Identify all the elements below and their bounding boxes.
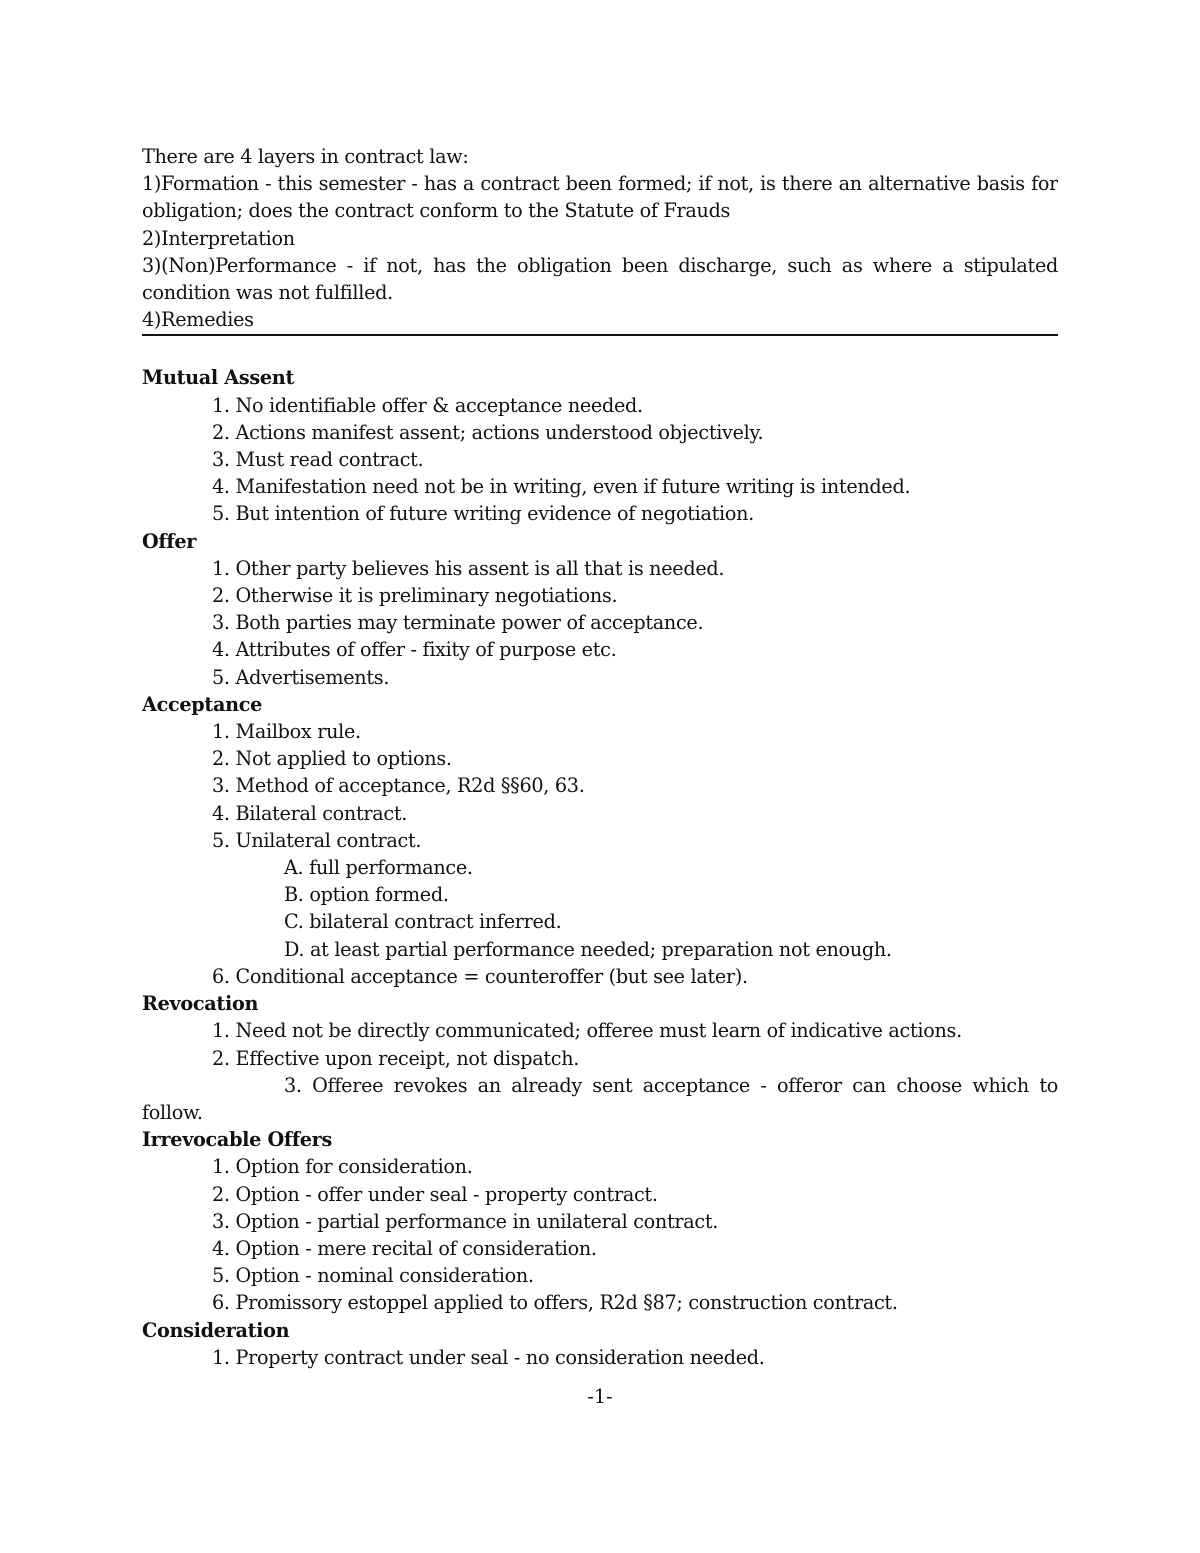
intro-lead: There are 4 layers in contract law: <box>142 145 469 168</box>
list-item: 2. Otherwise it is preliminary negotiations. <box>212 584 618 608</box>
section-heading-offer: Offer <box>142 529 197 553</box>
list-item: 5. Option - nominal consideration. <box>212 1264 534 1288</box>
list-item: 1. Mailbox rule. <box>212 720 361 744</box>
list-item: 3. Must read contract. <box>212 448 424 472</box>
intro-layer-interpretation: 2)Interpretation <box>142 226 295 250</box>
intro-layer-formation: 1)Formation - this semester - has a contract been formed; if not, is there an alternative basis for obligation; does the contract conform to the Statute of Frauds <box>142 172 1058 223</box>
section-heading-acceptance: Acceptance <box>142 692 263 716</box>
list-item: 2. Actions manifest assent; actions understood objectively. <box>212 420 764 444</box>
sub-list-item: C. bilateral contract inferred. <box>284 910 562 934</box>
list-item: 5. Unilateral contract. <box>212 828 422 852</box>
list-item: 5. Advertisements. <box>212 665 390 689</box>
list-item: 1. Other party believes his assent is all that is needed. <box>212 556 725 580</box>
section-heading-irrevocable-offers: Irrevocable Offers <box>142 1128 332 1152</box>
list-item: 4. Manifestation need not be in writing, even if future writing is intended. <box>212 475 911 499</box>
list-item: 5. But intention of future writing evidence of negotiation. <box>212 502 754 526</box>
list-item: 4. Bilateral contract. <box>212 801 408 825</box>
list-item: 3. Option - partial performance in unilateral contract. <box>212 1209 719 1233</box>
sub-list-item: B. option formed. <box>284 883 449 907</box>
list-item: 2. Option - offer under seal - property contract. <box>212 1182 658 1206</box>
list-item: 2. Effective upon receipt, not dispatch. <box>212 1046 580 1070</box>
list-item: 1. Option for consideration. <box>212 1155 473 1179</box>
page-number: -1- <box>587 1385 613 1408</box>
document-body <box>142 143 1058 1371</box>
list-item: 4. Attributes of offer - fixity of purpose etc. <box>212 638 617 662</box>
list-item: 6. Conditional acceptance = counteroffer (but see later). <box>212 964 748 988</box>
sub-list-item: A. full performance. <box>284 856 473 880</box>
list-item: 1. Property contract under seal - no consideration needed. <box>212 1345 765 1369</box>
intro-layer-performance: 3)(Non)Performance - if not, has the obligation been discharge, such as where a stipulated condition was not fulfilled. <box>142 253 1058 305</box>
list-item: 1. Need not be directly communicated; offeree must learn of indicative actions. <box>212 1019 962 1043</box>
list-item: 3. Both parties may terminate power of acceptance. <box>212 611 704 635</box>
section-heading-consideration: Consideration <box>142 1318 290 1342</box>
list-item: 2. Not applied to options. <box>212 747 452 771</box>
list-item-wrapped: 3. Offeree revokes an already sent acceptance - offeror can choose which to follow. <box>142 1073 1058 1124</box>
list-item: 1. No identifiable offer & acceptance needed. <box>212 393 643 417</box>
list-item: 4. Option - mere recital of consideration. <box>212 1236 597 1260</box>
section-heading-revocation: Revocation <box>142 992 259 1016</box>
sub-list-item: D. at least partial performance needed; preparation not enough. <box>284 937 892 961</box>
section-heading-mutual-assent: Mutual Assent <box>142 366 295 390</box>
intro-layer-remedies: 4)Remedies <box>142 308 254 332</box>
list-item: 6. Promissory estoppel applied to offers, R2d §87; construction contract. <box>212 1291 898 1315</box>
list-item: 3. Method of acceptance, R2d §§60, 63. <box>212 774 585 798</box>
horizontal-rule <box>142 334 1058 336</box>
